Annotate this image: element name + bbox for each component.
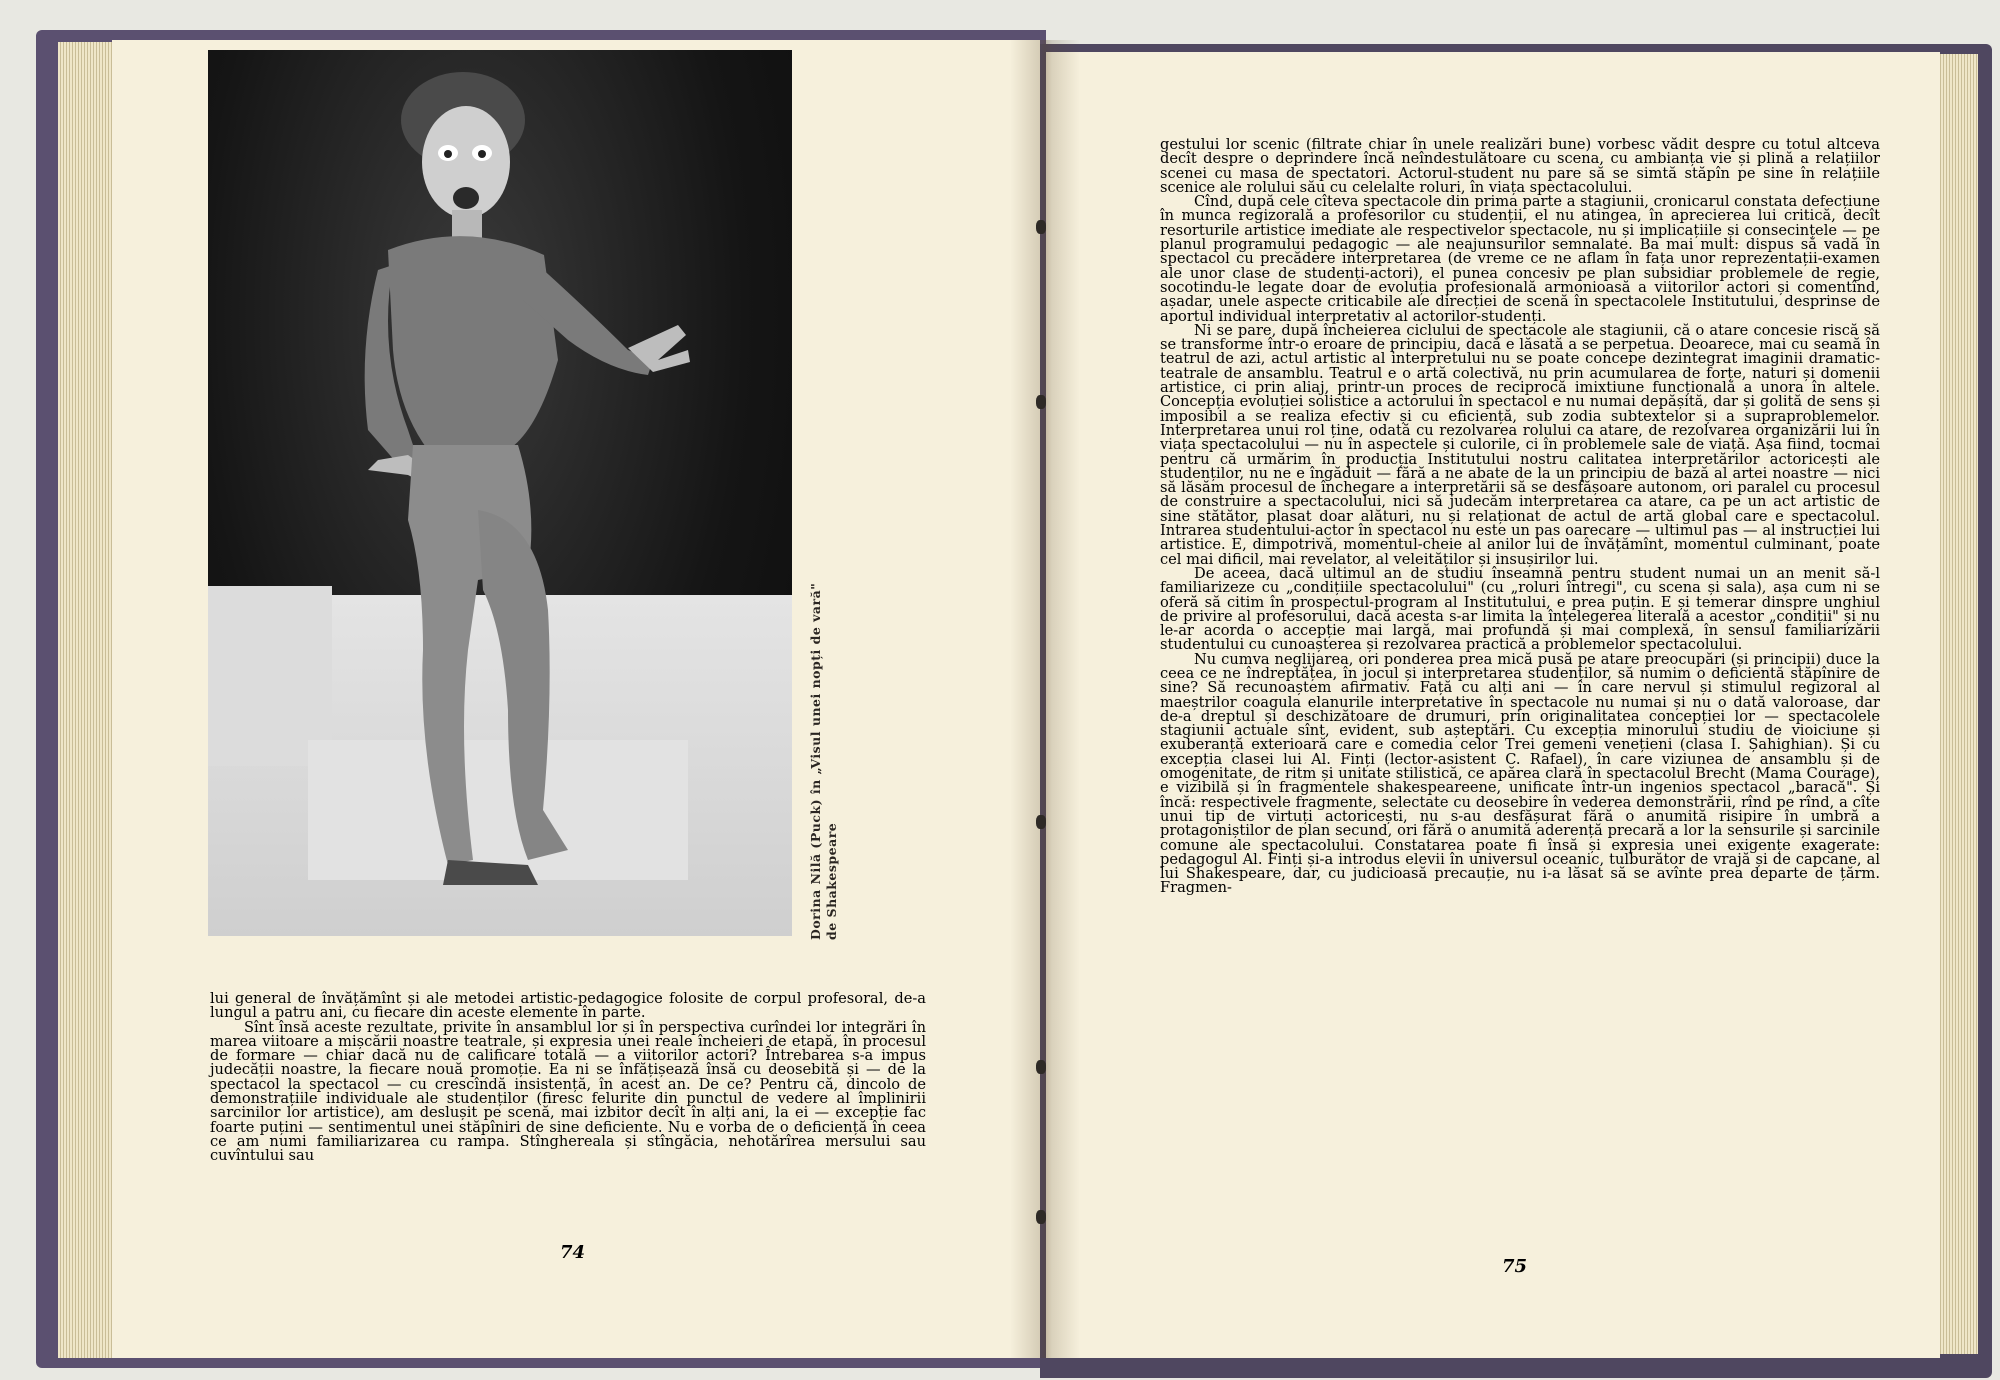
right-page-text [1160,138,1880,896]
paragraph: Nu cumva neglijarea, ori ponderea prea mică pusă pe atare preocupări (și principii) duce la ceea ce ne îndreptățea, în jocul și interpretarea studenților, să numim o deficientă stăpînire de sine? Să recunoaștem afirmativ. Față cu alți ani — în care nervul și stimulul regizoral al maeștrilor coagula elanurile interpretative în spectacole nu numai și nu o dată valoroase, dar de-a dreptul și deschizătoare de drumuri, prin originalitatea concepției lor — spectacolele stagiunii actuale sînt, evident, sub așteptări. Cu excepția minorului studiu de vioiciune și exuberanță exterioară care e comedia celor Trei gemeni venețieni (clasa I. Șahighian). Și cu excepția clasei lui Al. Finți (lector-asistent C. Rafael), în care viziunea de ansamblu și de omogenitate, de ritm și unitate stilistică, ce apărea clară în spectacolul Brecht (Mama Courage), e vizibilă și în fragmentele shakespeareene, unificate într-un ingenios spectacol „baracă". Și încă: respectivele fragmente, selectate cu deosebire în vederea demonstrării, rînd pe rînd, a cîte unui tip de virtuți actoricești, nu s-au desfășurat fără o anumită risipire în umbră a protagoniștilor de plan secund, ori fără o anumită aderență precară a lor la sensurile și sarcinile comune ale spectacolului. Constatarea poate fi însă și expresia unei exigențe exagerate: pedagogul Al. Finți și-a introdus elevii în universul oceanic, tulburător de vrajă și de capcane, al lui Shakespeare, dar, cu judicioasă precauție, nu i-a lăsat să se avînte prea departe de țărm. Fragmen- [1160,650,1880,897]
left-page-text [210,992,926,1164]
page-edges-right [1938,54,1978,1354]
binding-stitch [1036,1210,1046,1224]
binding-stitch [1036,395,1046,409]
stage-photograph [208,50,792,936]
actor-figure [208,50,792,936]
binding-stitch [1036,815,1046,829]
paragraph: Cînd, după cele cîteva spectacole din prima parte a stagiunii, cronicarul constata defecțiune în munca regizorală a profesorilor cu studenții, el nu atingea, în aprecierea lui critică, decît resorturile artistice imediate ale respectivelor spectacole, nu și implicațiile și consecințele — pe planul programului pedagogic — ale neajunsurilor semnalate. Ba mai mult: dispus să vadă în spectacol cu precădere interpretarea (de vreme ce ne aflam în fața unor reprezentații-examen ale unor clase de studenți-actori), el punea concesiv pe plan subsidiar problemele de regie, socotindu-le legate doar de evoluția profesională armonioasă a viitorilor actori și comentînd, așadar, unele aspecte criticabile ale direcției de scenă în spectacolele Institutului, desprinse de aportul individual interpretativ al actorilor-studenți. [1160,193,1880,325]
paragraph: Ni se pare, după încheierea ciclului de spectacole ale stagiunii, că o atare concesie riscă să se transforme într-o eroare de principiu, dacă e lăsată a se perpetua. Deoarece, mai cu seamă în teatrul de azi, actul artistic al interpretului nu se poate concepe dezintegrat imaginii dramatic-teatrale de ansamblu. Teatrul e o artă colectivă, nu prin acumularea de forțe, naturi și domenii artistice, ci prin aliaj, printr-un proces de reciprocă imixtiune funcțională a unora în altele. Concepția evoluției solistice a actorului în spectacol e nu numai depășită, dar și golită de sens și imposibil a se realiza efectiv și cu eficiență, sub zodia subtextelor și a supraproblemelor. Interpretarea unui rol ține, odată cu rezolvarea rolului ca atare, de rezolvarea organizării lui în viața spectacolului — nu în aspectele și culorile, ci în problemele sale de viață. Așa fiind, tocmai pentru că urmărim în producția Institutului nostru calitatea interpretărilor actoricești ale studenților, nu ne e îngăduit — fără a ne abate de la un principiu de bază al artei noastre — nici să lăsăm procesul de închegare a interpretării să se desfășoare autonom, ori paralel cu procesul de construire a spectacolului, nici să judecăm interpretarea ca atare, ca pe un act artistic de sine stătător, plasat doar alături, nu și relaționat de actul de artă global care e spectacolul. Intrarea studentului-actor în spectacol nu este un pas oarecare — ultimul pas — al instrucției lui artistice. E, dimpotrivă, momentul-cheie al anilor lui de învățămînt, momentul culminant, poate cel mai dificil, mai revelator, al veleităților și insușirilor lui. [1160,321,1880,568]
caption-line-2: de Shakespeare [824,822,839,940]
page-number-right: 75 [1502,1256,1528,1277]
binding-stitch [1036,1060,1046,1074]
paragraph: Sînt însă aceste rezultate, privite în ansamblul lor și în perspectiva curîndei lor integrări în marea viitoare a mișcării noastre teatrale, și expresia unei reale încheieri de etapă, în procesul de formare — chiar dacă nu de calificare totală — a viitorilor actori? Întrebarea s-a impus judecății noastre, la fiecare nouă promoție. Ea ni se înfățișează însă cu deosebită și — de la spectacol la spectacol — cu crescîndă insistență, în acest an. De ce? Pentru că, dincolo de demonstrațiile individuale ale studenților (firesc felurite din punctul de vedere al împlinirii sarcinilor lor artistice), am deslușit pe scenă, mai izbitor decît în alți ani, la ei — excepție fac foarte puțini — sentimentul unei stăpîniri de sine deficiente. Nu e vorba de o deficiență în ceea ce am numi familiarizarea cu rampa. Stînghereala și stîngăcia, nehotărîrea mersului sau cuvîntului sau [210,1018,926,1165]
paragraph: lui general de învățămînt și ale metodei artistic-pedagogice folosite de corpul profesoral, de-a lungul a patru ani, cu fiecare din aceste elemente în parte. [210,990,926,1022]
photo-caption [808,560,840,940]
paragraph: De aceea, dacă ultimul an de studiu înseamnă pentru student numai un an menit să-l familiarizeze cu „condițiile spectacolului" (cu „roluri întregi", cu scena și sala), așa cum ni se oferă să citim în prospectul-program al Institutului, e prea puțin. E și temerar dinspre unghiul de privire al profesorului, dacă acesta s-ar limita la înțelegerea literală a acestor „condiții" și nu le-ar acorda o accepție mai largă, mai profundă și mai complexă, în sensul familiarizării studentului cu cunoașterea și rezolvarea practică a problemelor spectacolului. [1160,564,1880,654]
paragraph: gestului lor scenic (filtrate chiar în unele realizări bune) vorbesc vădit despre cu totul altceva decît despre o deprindere încă neîndestulătoare cu scena, cu ambianța vie și plină a relațiilor scenei cu masa de spectatori. Actorul-student nu pare să se simtă stăpîn pe sine în relațiile scenice ale rolului său cu celelalte roluri, în viața spectacolului. [1160,136,1880,196]
page-edges-left [58,42,118,1358]
caption-line-1: Dorina Nilă (Puck) în „Visul unei nopți de vară" [808,582,823,940]
page-number-left: 74 [560,1242,586,1263]
binding-stitch [1036,220,1046,234]
